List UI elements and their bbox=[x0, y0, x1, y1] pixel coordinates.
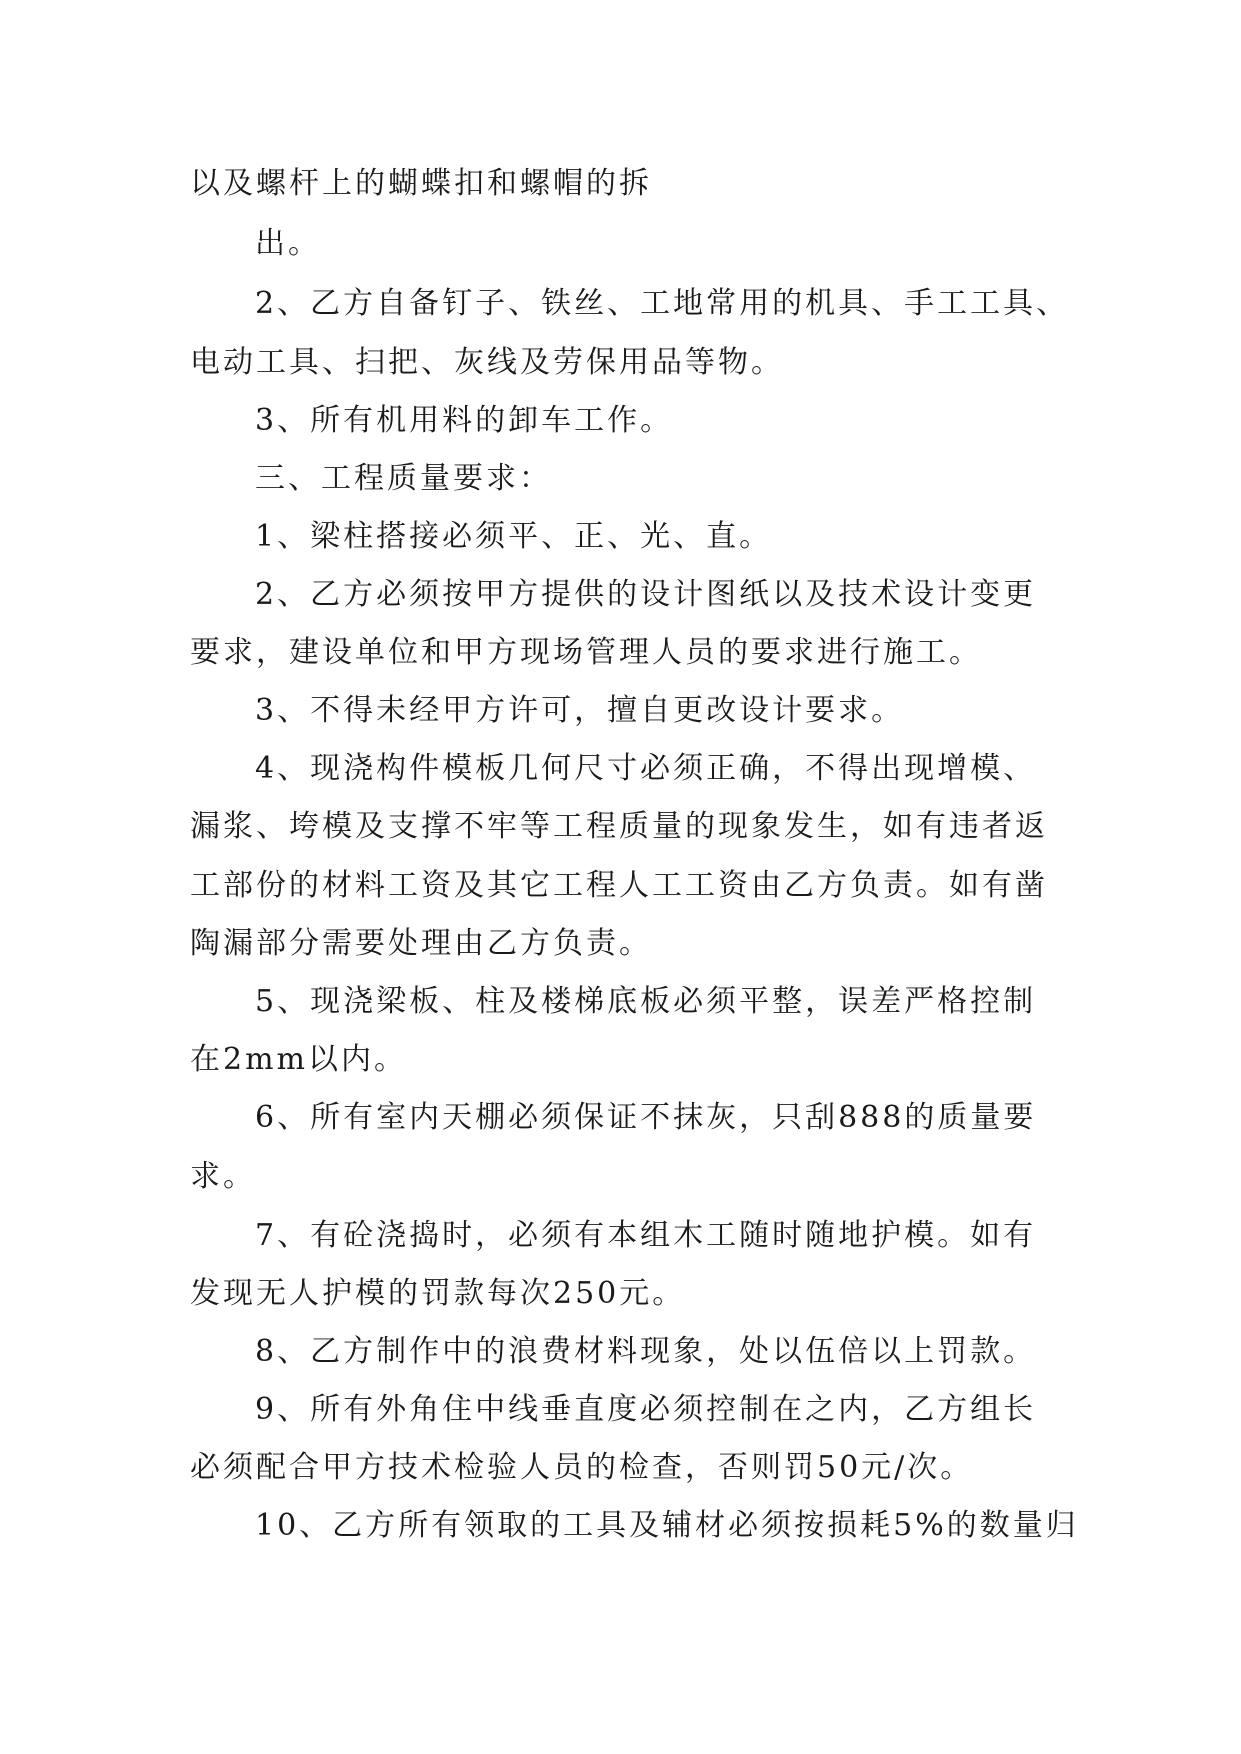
text-line: 2、乙方必须按甲方提供的设计图纸以及技术设计变更 bbox=[255, 577, 1037, 612]
text-line: 5、现浇梁板、柱及楼梯底板必须平整，误差严格控制 bbox=[255, 984, 1037, 1019]
text-line: 3、所有机用料的卸车工作。 bbox=[255, 403, 674, 438]
text-line: 1、梁柱搭接必须平、正、光、直。 bbox=[255, 519, 773, 554]
text-line: 求。 bbox=[190, 1159, 256, 1194]
text-line: 9、所有外角住中线垂直度必须控制在之内，乙方组长 bbox=[255, 1392, 1037, 1427]
section-heading: 三、工程质量要求： bbox=[255, 461, 552, 496]
text-line: 电动工具、扫把、灰线及劳保用品等物。 bbox=[190, 345, 784, 380]
text-line: 漏浆、垮模及支撑不牢等工程质量的现象发生，如有违者返 bbox=[190, 809, 1048, 844]
text-line: 要求，建设单位和甲方现场管理人员的要求进行施工。 bbox=[190, 635, 982, 670]
text-line: 8、乙方制作中的浪费材料现象，处以伍倍以上罚款。 bbox=[255, 1334, 1037, 1369]
text-line: 出。 bbox=[255, 226, 321, 261]
text-line: 必须配合甲方技术检验人员的检查，否则罚50元/次。 bbox=[190, 1450, 974, 1485]
text-line: 发现无人护模的罚款每次250元。 bbox=[190, 1276, 686, 1311]
text-line: 工部份的材料工资及其它工程人工工资由乙方负责。如有凿 bbox=[190, 868, 1048, 903]
text-line: 10、乙方所有领取的工具及辅材必须按损耗5%的数量归 bbox=[255, 1508, 1079, 1543]
text-line: 陶漏部分需要处理由乙方负责。 bbox=[190, 926, 652, 961]
text-line: 4、现浇构件模板几何尺寸必须正确，不得出现增模、 bbox=[255, 751, 1037, 786]
text-line: 7、有砼浇捣时，必须有本组木工随时随地护模。如有 bbox=[255, 1218, 1037, 1253]
text-line: 以及螺杆上的蝴蝶扣和螺帽的拆 bbox=[190, 166, 652, 201]
text-line: 在2mm以内。 bbox=[190, 1042, 407, 1077]
text-line: 3、不得未经甲方许可，擅自更改设计要求。 bbox=[255, 693, 905, 728]
text-line: 6、所有室内天棚必须保证不抹灰，只刮888的质量要 bbox=[255, 1100, 1037, 1135]
text-line: 2、乙方自备钉子、铁丝、工地常用的机具、手工工具、 bbox=[255, 286, 1070, 321]
